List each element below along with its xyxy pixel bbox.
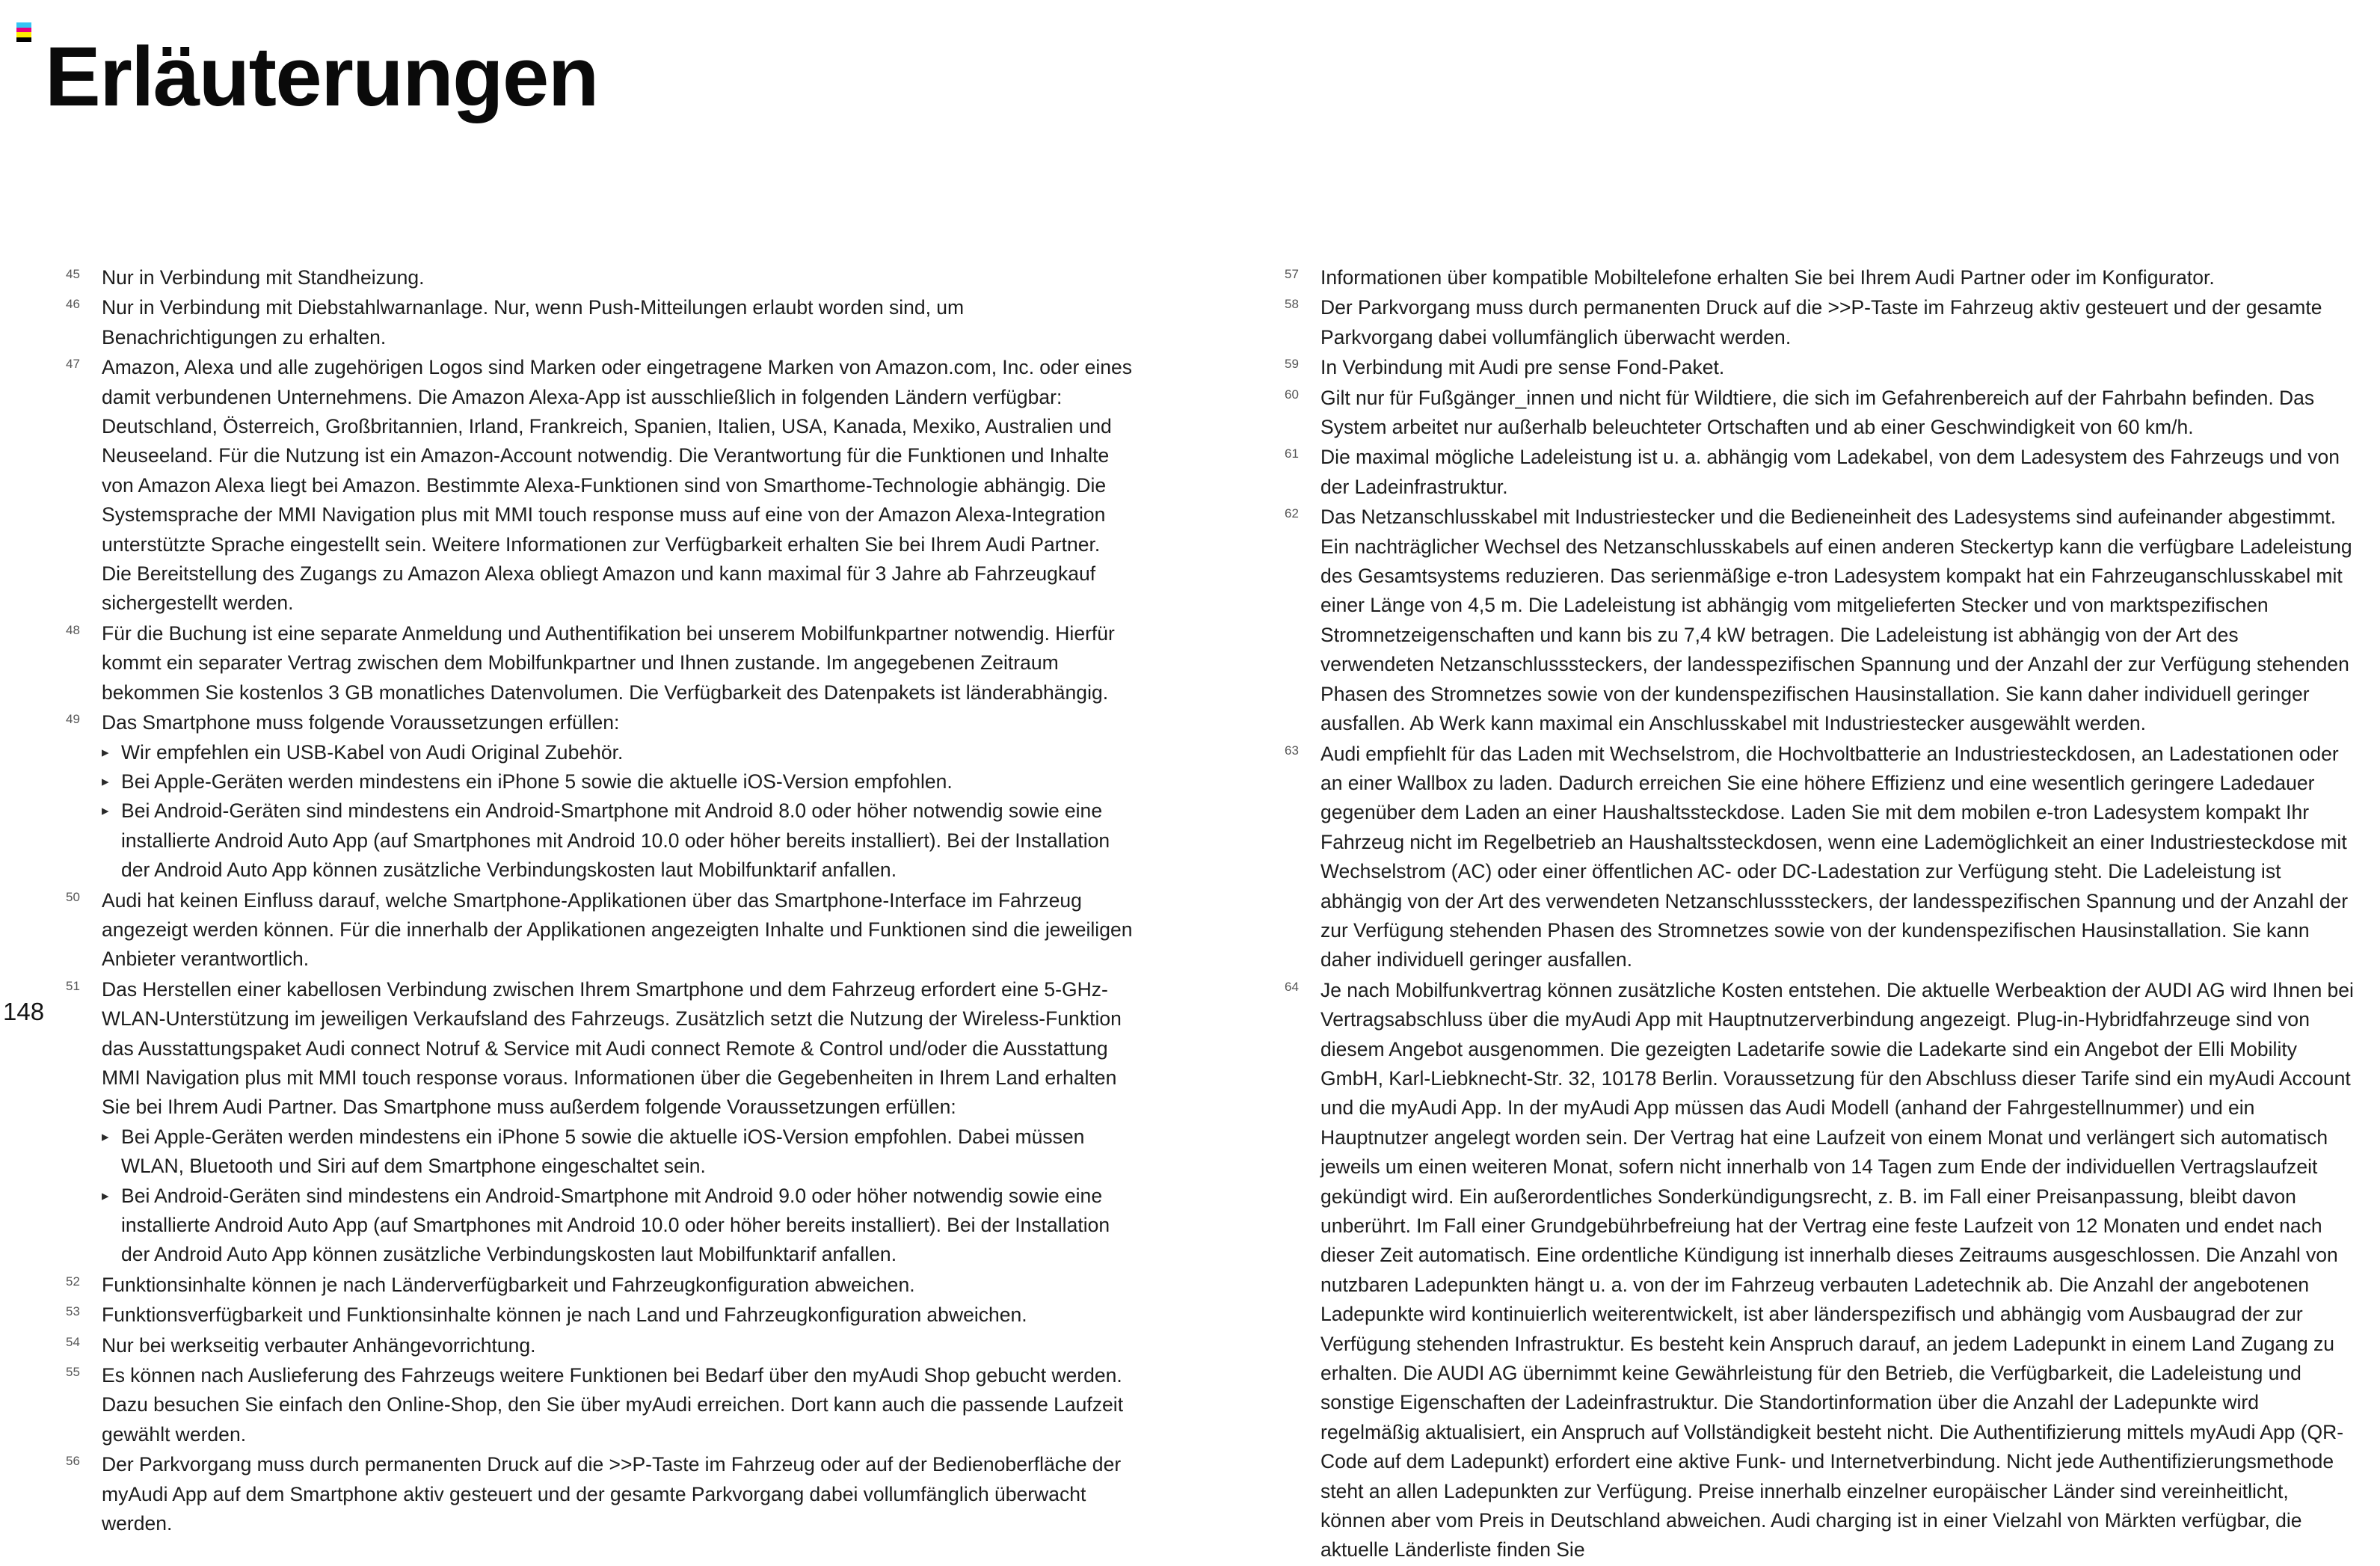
footnote-item <box>66 1331 1135 1360</box>
footnote-item <box>66 886 1135 974</box>
footnote-text: Informationen über kompatible Mobiltelefone erhalten Sie bei Ihrem Audi Partner oder im Konfigurator. <box>1320 266 2215 289</box>
footnote-item <box>66 619 1135 707</box>
footnote-subitem-list <box>102 1123 1135 1270</box>
footnote-text: Nur bei werkseitig verbauter Anhängevorrichtung. <box>102 1333 536 1357</box>
bullet-arrow-icon: ▸ <box>102 744 109 761</box>
footnote-text: Nur in Verbindung mit Standheizung. <box>102 266 425 289</box>
bullet-arrow-icon: ▸ <box>102 1129 109 1145</box>
footnote-marker: 58 <box>1285 297 1299 312</box>
footnote-marker: 54 <box>66 1334 80 1349</box>
footnote-column-right <box>1285 263 2354 1566</box>
footnote-text: Das Netzanschlusskabel mit Industriestecker und die Bedieneinheit des Ladesystems sind aufeinander abgestimmt. Ein nachträglicher Wechsel des Netzanschlusskabels auf einen anderen Steckertyp kann die verfügbare Ladeleistung des Gesamtsystems reduzieren. Das serienmäßige e-tron Ladesystem kompakt hat ein Fahrzeuganschlusskabel mit einer Länge von 4,5 m. Die Ladeleistung ist abhängig vom mitgelieferten Stecker und von marktspezifischen Stromnetzeigenschaften und kann bis zu 7,4 kW betragen. Die Ladeleistung ist abhängig von der Art des verwendeten Netzanschlusssteckers, der landesspezifischen Spannung und der Anzahl der zur Verfügung stehenden Phasen des Stromnetzes sowie von der kundenspezifischen Hausinstallation. Sie kann daher individuell geringer ausfallen. Ab Werk kann maximal ein Anschlusskabel mit Industriestecker ausgewählt werden. <box>1320 506 2352 735</box>
footnote-text: Audi empfiehlt für das Laden mit Wechselstrom, die Hochvoltbatterie an Industriesteckdosen, an Ladestationen oder an einer Wallbox zu laden. Dadurch erreichen Sie eine höhere Effizienz und eine wesentlich geringere Ladedauer gegenüber dem Laden an einer Haushaltssteckdose. Laden Sie mit dem mobilen e-tron Ladesystem kompakt Ihr Fahrzeug nicht im Regelbetrieb an Haushaltssteckdosen, wenn eine Lademöglichkeit an einer Industriesteckdose mit Wechselstrom (AC) oder einer öffentlichen AC- oder DC-Ladestation zur Verfügung steht. Die Ladeleistung ist abhängig von der Art des verwendeten Netzanschlusssteckers, der landesspezifischen Spannung und der Anzahl der zur Verfügung stehenden Phasen des Stromnetzes sowie von der kundenspezifischen Hausinstallation. Sie kann daher individuell geringer ausfallen. <box>1320 742 2349 971</box>
footnote-text: Funktionsverfügbarkeit und Funktionsinhalte können je nach Land und Fahrzeugkonfiguration abweichen. <box>102 1304 1027 1327</box>
footnote-item <box>1285 293 2354 352</box>
footnote-marker: 59 <box>1285 357 1299 372</box>
footnote-subitem-text: Bei Android-Geräten sind mindestens ein Android-Smartphone mit Android 8.0 oder höher notwendig sowie eine installierte Android Auto App (auf Smartphones mit Android 10.0 oder höher bereits installiert). Bei der Installation der Android Auto App können zusätzliche Verbindungskosten laut Mobilfunktarif anfallen. <box>121 799 1110 882</box>
footnote-item <box>66 975 1135 1270</box>
footnote-subitem-text: Wir empfehlen ein USB-Kabel von Audi Original Zubehör. <box>121 740 624 764</box>
footnote-marker: 49 <box>66 712 80 727</box>
footnote-text: Je nach Mobilfunkvertrag können zusätzliche Kosten entstehen. Die aktuelle Werbeaktion der AUDI AG wird Ihnen bei Vertragsabschluss über die myAudi App mit Hauptnutzerverbindung angezeigt. Plug-in-Hybridfahrzeuge sind von diesem Angebot ausgenommen. Die gezeigten Ladetarife sowie die Ladekarte sind ein Angebot der Elli Mobility GmbH, Karl-Liebknecht-Str. 32, 10178 Berlin. Voraussetzung für den Abschluss dieser Tarife sind ein myAudi Account und die myAudi App. In der myAudi App müssen das Audi Modell (anhand der Fahrgestellnummer) und ein Hauptnutzer angelegt worden sein. Der Vertrag hat eine Laufzeit von einem Monat und verlängert sich automatisch jeweils um einen weiteren Monat, sofern nicht innerhalb von 14 Tagen zum Ende der individuellen Vertragslaufzeit gekündigt wird. Ein außerordentliches Sonderkündigungsrecht, z. B. im Fall einer Preisanpassung, bleibt davon unberührt. Im Fall einer Grundgebührbefreiung hat der Vertrag eine feste Laufzeit von 12 Monaten und endet nach dieser Zeit automatisch. Eine ordentliche Kündigung ist innerhalb dieses Zeitraums ausgeschlossen. Die Anzahl von nutzbaren Ladepunkten hängt u. a. von der im Fahrzeug verbauten Ladetechnik ab. Die Anzahl der angebotenen Ladepunkte wird kontinuierlich weiterentwickelt, ist aber länderspezifisch und abhängig vom Ausbaugrad der zur Verfügung stehenden Infrastruktur. Es besteht kein Anspruch darauf, an jedem Ladepunkt in einem Land Zugang zu erhalten. Die AUDI AG übernimmt keine Gewährleistung für den Betrieb, die Verfügbarkeit, die Ladeleistung und sonstige Eigenschaften der Ladeinfrastruktur. Die Standortinformation über die Anzahl der Ladepunkte wird regelmäßig aktualisiert, ein Anspruch auf Vollständigkeit besteht nicht. Die Authentifizierung mittels myAudi App (QR-Code auf dem Ladepunkt) erfordert eine aktive Funk- und Internetverbindung. Nicht jede Authentifizierungsmethode steht an allen Ladepunkten zur Verfügung. Preise innerhalb einzelner europäischer Länder sind vereinheitlicht, können aber vom Preis in Deutschland abweichen. Audi charging ist in einer Vielzahl von Märkten verfügbar, die aktuelle Länderliste finden Sie <box>1320 978 2354 1562</box>
page-number: 148 <box>3 998 45 1025</box>
footnote-item <box>66 1301 1135 1330</box>
footnote-subitem <box>102 1123 1135 1182</box>
footnote-item <box>66 708 1135 885</box>
footnote-text: Gilt nur für Fußgänger_innen und nicht für Wildtiere, die sich im Gefahrenbereich auf der Fahrbahn befinden. Das System arbeitet nur außerhalb beleuchteter Ortschaften und ab einer Geschwindigkeit von 60 km/h. <box>1320 386 2315 439</box>
footnote-item <box>66 1361 1135 1449</box>
footnote-subitem-text: Bei Android-Geräten sind mindestens ein Android-Smartphone mit Android 9.0 oder höher notwendig sowie eine installierte Android Auto App (auf Smartphones mit Android 10.0 oder höher bereits installiert). Bei der Installation der Android Auto App können zusätzliche Verbindungskosten laut Mobilfunktarif anfallen. <box>121 1184 1110 1266</box>
footnote-text: Der Parkvorgang muss durch permanenten Druck auf die >>P-Taste im Fahrzeug aktiv gesteuert und der gesamte Parkvorgang dabei vollumfänglich überwacht werden. <box>1320 296 2322 348</box>
footnote-item <box>1285 384 2354 443</box>
footnote-subitem <box>102 1182 1135 1270</box>
footnote-text: In Verbindung mit Audi pre sense Fond-Paket. <box>1320 356 1725 379</box>
footnote-marker: 45 <box>66 267 80 281</box>
cmyk-registration-mark-icon <box>16 22 31 42</box>
footnote-item <box>1285 976 2354 1565</box>
footnote-subitem <box>102 767 1135 796</box>
footnote-marker: 53 <box>66 1304 80 1319</box>
footnote-item <box>66 1450 1135 1538</box>
bullet-arrow-icon: ▸ <box>102 773 109 790</box>
footnote-subitem-text: Bei Apple-Geräten werden mindestens ein iPhone 5 sowie die aktuelle iOS-Version empfohlen. Dabei müssen WLAN, Bluetooth und Siri auf dem Smartphone eingeschaltet sein. <box>121 1125 1085 1178</box>
footnote-item <box>1285 503 2354 738</box>
footnote-text: Nur in Verbindung mit Diebstahlwarnanlage. Nur, wenn Push-Mitteilungen erlaubt worden sind, um Benachrichtigungen zu erhalten. <box>102 296 965 348</box>
footnote-subitem-list <box>102 738 1135 885</box>
footnote-text: Das Herstellen einer kabellosen Verbindung zwischen Ihrem Smartphone und dem Fahrzeug erfordert eine 5-GHz-WLAN-Unterstützung im jeweiligen Verkaufsland des Fahrzeugs. Zusätzlich setzt die Nutzung der Wireless-Funktion das Ausstattungspaket Audi connect Notruf & Service mit Audi connect Remote & Control und/oder die Ausstattung MMI Navigation plus mit MMI touch response voraus. Informationen über die Gegebenheiten in Ihrem Land erhalten Sie bei Ihrem Audi Partner. Das Smartphone muss außerdem folgende Voraussetzungen erfüllen: <box>102 977 1122 1119</box>
footnote-item <box>66 293 1135 352</box>
footnote-marker: 63 <box>1285 743 1299 758</box>
footnote-item <box>66 353 1135 618</box>
footnote-marker: 55 <box>66 1365 80 1380</box>
footnote-item <box>1285 740 2354 975</box>
footnote-marker: 50 <box>66 889 80 904</box>
footnote-marker: 61 <box>1285 446 1299 461</box>
footnote-item <box>1285 353 2354 382</box>
footnote-text: Die maximal mögliche Ladeleistung ist u. a. abhängig vom Ladekabel, von dem Ladesystem des Fahrzeugs und von der Ladeinfrastruktur. <box>1320 446 2340 498</box>
footnote-subitem <box>102 796 1135 885</box>
footnote-marker: 56 <box>66 1454 80 1469</box>
footnote-marker: 51 <box>66 978 80 993</box>
footnote-column-left <box>66 263 1135 1539</box>
footnote-text: Amazon, Alexa und alle zugehörigen Logos sind Marken oder eingetragene Marken von Amazon.com, Inc. oder eines damit verbundenen Unternehmens. Die Amazon Alexa-App ist ausschließlich in folgenden Ländern verfügbar: Deutschland, Österreich, Großbritannien, Irland, Frankreich, Spanien, Italien, USA, Kanada, Mexiko, Australien und Neuseeland. Für die Nutzung ist ein Amazon-Account notwendig. Die Verantwortung für die Funktionen und Inhalte von Amazon Alexa liegt bei Amazon. Bestimmte Alexa-Funktionen sind von Smarthome-Technologie abhängig. Die Systemsprache der MMI Navigation plus mit MMI touch response muss auf eine von der Amazon Alexa-Integration unterstützte Sprache eingestellt sein. Weitere Informationen zur Verfügbarkeit erhalten Sie bei Ihrem Audi Partner. Die Bereitstellung des Zugangs zu Amazon Alexa obliegt Amazon und kann maximal für 3 Jahre ab Fahrzeugkauf sichergestellt werden. <box>102 356 1133 615</box>
footnote-item <box>66 263 1135 292</box>
footnote-subitem-text: Bei Apple-Geräten werden mindestens ein iPhone 5 sowie die aktuelle iOS-Version empfohlen. <box>121 770 953 793</box>
footnote-text: Funktionsinhalte können je nach Länderverfügbarkeit und Fahrzeugkonfiguration abweichen. <box>102 1273 915 1296</box>
footnote-text: Das Smartphone muss folgende Voraussetzungen erfüllen: <box>102 711 620 734</box>
footnote-marker: 46 <box>66 297 80 312</box>
footnote-marker: 64 <box>1285 979 1299 994</box>
footnote-marker: 52 <box>66 1274 80 1289</box>
footnote-text: Audi hat keinen Einfluss darauf, welche Smartphone-Applikationen über das Smartphone-Interface im Fahrzeug angezeigt werden können. Für die innerhalb der Applikationen angezeigten Inhalte und Funktionen sind die jeweiligen Anbieter verantwortlich. <box>102 888 1133 971</box>
footnote-marker: 47 <box>66 357 80 372</box>
footnote-text: Es können nach Auslieferung des Fahrzeugs weitere Funktionen bei Bedarf über den myAudi Shop gebucht werden. Dazu besuchen Sie einfach den Online-Shop, den Sie über myAudi erreichen. Dort kann auch die passende Laufzeit gewählt werden. <box>102 1364 1124 1446</box>
footnote-marker: 60 <box>1285 387 1299 402</box>
footnote-marker: 57 <box>1285 267 1299 281</box>
footnote-marker: 48 <box>66 622 80 637</box>
bullet-arrow-icon: ▸ <box>102 1188 109 1204</box>
footnote-item <box>1285 263 2354 292</box>
bullet-arrow-icon: ▸ <box>102 803 109 820</box>
footnote-item <box>1285 443 2354 502</box>
footnote-subitem <box>102 738 1135 767</box>
footnote-text: Für die Buchung ist eine separate Anmeldung und Authentifikation bei unserem Mobilfunkpartner notwendig. Hierfür kommt ein separater Vertrag zwischen dem Mobilfunkpartner und Ihnen zustande. Im angegebenen Zeitraum bekommen Sie kostenlos 3 GB monatliches Datenvolumen. Die Verfügbarkeit des Datenpakets ist länderabhängig. <box>102 621 1115 704</box>
footnote-item <box>66 1271 1135 1300</box>
page-header <box>0 0 2380 124</box>
page-title: Erläuterungen <box>45 30 598 124</box>
reg-stripe-black <box>16 37 31 43</box>
footnote-marker: 62 <box>1285 506 1299 521</box>
footnote-text: Der Parkvorgang muss durch permanenten Druck auf die >>P-Taste im Fahrzeug oder auf der Bedienoberfläche der myAudi App auf dem Smartphone aktiv gesteuert und der gesamte Parkvorgang dabei vollumfänglich überwacht werden. <box>102 1453 1122 1535</box>
